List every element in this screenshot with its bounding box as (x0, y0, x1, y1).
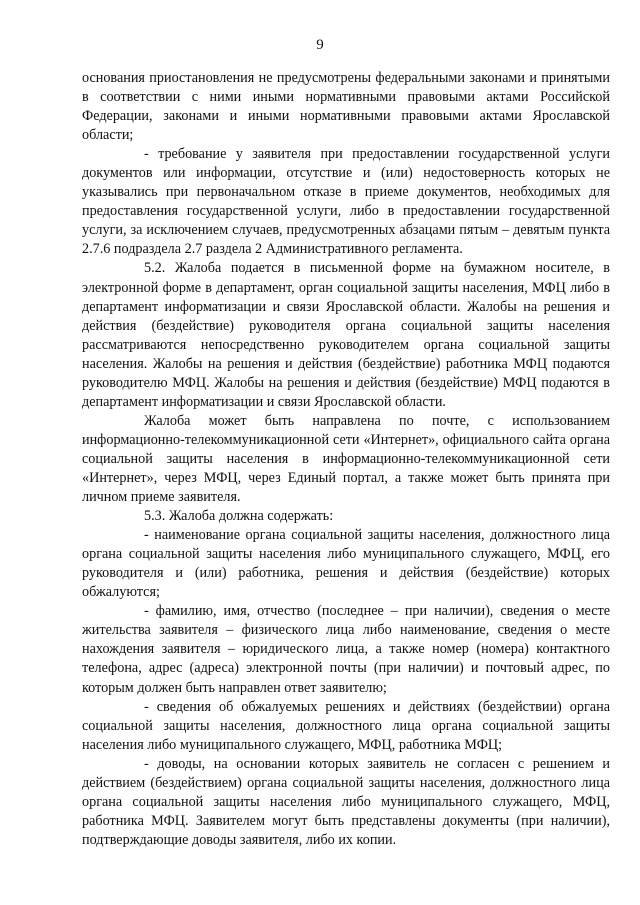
list-item-authority-name: - наименование органа социальной защиты населения, должностного лица органа социальной защиты населения либо муниципального служащего, МФЦ, его руководителя и (или) работника, решения и действия (бездействие) которых обжалуются; (82, 527, 610, 601)
paragraph-grounds-continuation: основания приостановления не предусмотрены федеральными законами и принятыми в соответствии с ними иными нормативными правовыми актами Российской Федерации, законами и иными нормативными правовыми актами Ярославской области; (82, 70, 610, 144)
list-item-arguments: - доводы, на основании которых заявитель не согласен с решением и действием (бездействием) органа социальной защиты населения, должностного лица органа социальной защиты населения либо муниципального служащего, МФЦ, работника МФЦ. Заявителем могут быть представлены документы (при наличии), подтверждающие доводы заявителя, либо их копии. (82, 755, 610, 848)
paragraph-document-request-requirement: - требование у заявителя при предоставлении государственной услуги документов или информации, отсутствие и (или) недостоверность которых не указывались при первоначальном отказе в приеме документов, необходимых для предоставления государственной услуги, либо в предоставлении государственной услуги, за исключением случаев, предусмотренных абзацами пятым – девятым пункта 2.7.6 подраздела 2.7 раздела 2 Административного регламента. (82, 146, 610, 258)
list-item-appealed-decisions: - сведения об обжалуемых решениях и действиях (бездействии) органа социальной защиты населения, должностного лица органа социальной защиты населения либо муниципального служащего, МФЦ, работника МФЦ; (82, 698, 610, 753)
paragraph-5-2-complaint-submission: 5.2. Жалоба подается в письменной форме на бумажном носителе, в электронной форме в департамент, орган социальной защиты населения, МФЦ либо в департамент информатизации и связи Ярославской области. Жалобы на решения и действия (бездействие) руководителя органа социальной защиты населения рассматриваются непосредственно руководителем органа социальной защиты населения. Жалобы на решения и действия (бездействие) работника МФЦ подаются руководителю МФЦ. Жалобы на решения и действия (бездействие) МФЦ подаются в департамент информатизации и связи Ярославской области. (82, 260, 610, 410)
list-item-applicant-details: - фамилию, имя, отчество (последнее – при наличии), сведения о месте жительства заявителя – физического лица либо наименование, сведения о месте нахождения заявителя – юридического лица, а также номер (номера) контактного телефона, адрес (адреса) электронной почты (при наличии) и почтовый адрес, по которым должен быть направлен ответ заявителю; (82, 603, 610, 696)
paragraph-5-3-complaint-contents: 5.3. Жалоба должна содержать: (144, 508, 334, 525)
document-body (82, 69, 610, 850)
paragraph-complaint-channels: Жалоба может быть направлена по почте, с использованием информационно-телекоммуникационной сети «Интернет», официального сайта органа социальной защиты населения в информационно-телекоммуникационной сети «Интернет», через МФЦ, через Единый портал, а также может быть принята при личном приеме заявителя. (82, 412, 610, 506)
page-number: 9 (316, 37, 324, 53)
